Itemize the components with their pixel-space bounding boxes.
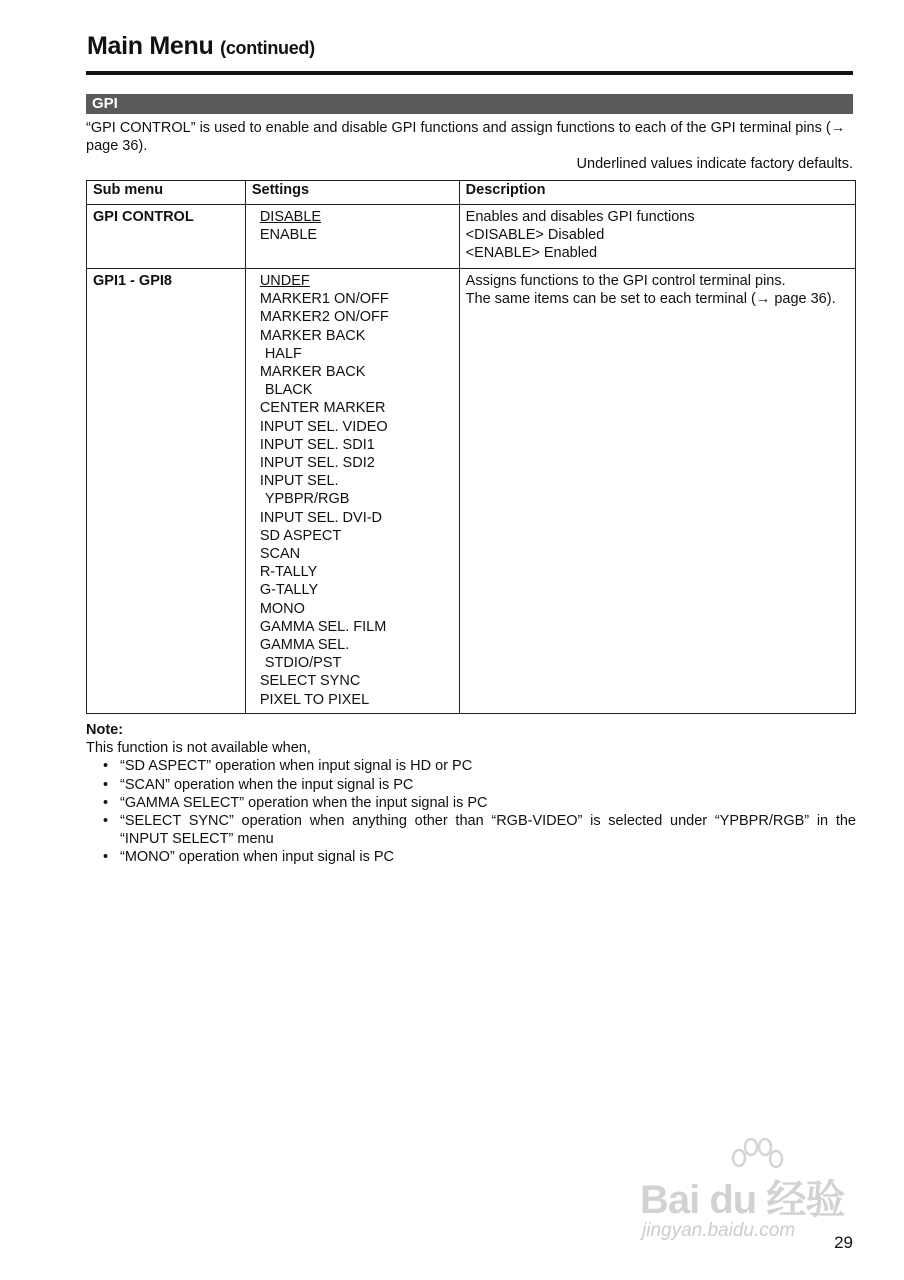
section-header-gpi: GPI	[86, 94, 853, 114]
watermark-logo: Bai du 经验	[640, 1178, 845, 1222]
note-item	[86, 794, 856, 812]
table-row-gpi1-gpi8	[87, 269, 856, 714]
section-intro: “GPI CONTROL” is used to enable and disable GPI functions and assign functions to each of the GPI terminal pins (→ page 36).	[86, 120, 846, 154]
setting-item-continued: YPBPR/RGB	[264, 491, 350, 508]
cell-description	[459, 269, 855, 714]
setting-item: MARKER BACK	[259, 364, 366, 381]
bullet-icon: •	[103, 776, 109, 793]
description-line: <ENABLE> Enabled	[465, 245, 598, 262]
settings-list	[252, 272, 453, 709]
description-line: Enables and disables GPI functions	[465, 209, 695, 225]
note-lead: This function is not available when,	[86, 740, 311, 757]
note-item-text: “SELECT SYNC” operation when anything other than “RGB-VIDEO” is selected under “YPBPR/RGB” in the “INPUT SELECT” menu	[120, 813, 856, 848]
note-item	[86, 848, 856, 866]
page-title-continued: (continued)	[220, 38, 315, 58]
setting-item: MARKER BACK	[259, 327, 366, 344]
setting-item: PIXEL TO PIXEL	[259, 691, 370, 708]
bullet-icon: •	[103, 813, 109, 830]
setting-item: INPUT SEL.	[259, 473, 339, 490]
table-header-row	[87, 181, 856, 205]
setting-item: INPUT SEL. DVI-D	[259, 509, 383, 526]
setting-item: MONO	[259, 600, 305, 617]
cell-sub-menu	[87, 205, 246, 269]
gpi-settings-table	[86, 180, 856, 714]
setting-item: GAMMA SEL.	[259, 637, 350, 654]
header-sub-menu: Sub menu	[87, 181, 246, 205]
watermark-url: jingyan.baidu.com	[642, 1220, 796, 1241]
note-item-text: “GAMMA SELECT” operation when the input signal is PC	[120, 794, 488, 811]
description-line: <DISABLE> Disabled	[465, 227, 605, 244]
note-item	[86, 757, 856, 775]
header-description: Description	[459, 181, 855, 205]
description-line: Assigns functions to the GPI control terminal pins.	[465, 273, 786, 289]
setting-item-continued: BLACK	[264, 382, 313, 399]
setting-item: SD ASPECT	[259, 527, 342, 544]
sub-menu-name: GPI1 - GPI8	[93, 273, 172, 289]
setting-item: SELECT SYNC	[259, 673, 361, 690]
setting-item: INPUT SEL. SDI1	[259, 436, 375, 453]
cell-settings	[245, 205, 459, 269]
cell-sub-menu	[87, 269, 246, 714]
setting-item: MARKER2 ON/OFF	[259, 309, 389, 326]
cell-settings	[245, 269, 459, 714]
note-item-text: “SD ASPECT” operation when input signal is HD or PC	[120, 758, 473, 775]
description-line: The same items can be set to each terminal (→ page 36).	[465, 291, 836, 308]
page-title	[87, 32, 315, 61]
setting-item: INPUT SEL. SDI2	[259, 455, 375, 472]
defaults-note: Underlined values indicate factory defaults.	[576, 156, 853, 172]
cell-description	[459, 205, 855, 269]
note-block	[86, 721, 856, 867]
setting-item: ENABLE	[259, 227, 318, 244]
bullet-icon: •	[103, 794, 109, 811]
setting-item: CENTER MARKER	[259, 400, 386, 417]
title-rule	[86, 71, 853, 75]
setting-default: DISABLE	[259, 209, 322, 225]
setting-item-continued: HALF	[264, 345, 302, 362]
page-number: 29	[834, 1233, 853, 1252]
table-row-gpi-control	[87, 205, 856, 269]
page-title-main: Main Menu	[87, 32, 214, 60]
setting-item: R-TALLY	[259, 564, 318, 581]
setting-item: MARKER1 ON/OFF	[259, 291, 389, 308]
note-item	[86, 812, 856, 848]
settings-list	[252, 208, 453, 244]
setting-item: GAMMA SEL. FILM	[259, 618, 387, 635]
setting-default: UNDEF	[259, 273, 310, 289]
setting-item-continued: STDIO/PST	[264, 655, 342, 672]
note-item-text: “SCAN” operation when the input signal is PC	[120, 776, 414, 793]
sub-menu-name: GPI CONTROL	[93, 209, 194, 225]
note-list	[86, 757, 856, 866]
setting-item: INPUT SEL. VIDEO	[259, 418, 388, 435]
note-heading: Note:	[86, 722, 124, 738]
setting-item: G-TALLY	[259, 582, 319, 599]
note-item	[86, 776, 856, 794]
bullet-icon: •	[103, 758, 109, 775]
header-settings: Settings	[245, 181, 459, 205]
bullet-icon: •	[103, 849, 109, 866]
note-item-text: “MONO” operation when input signal is PC	[120, 849, 395, 866]
baidu-watermark	[640, 1138, 850, 1246]
setting-item: SCAN	[259, 546, 301, 563]
